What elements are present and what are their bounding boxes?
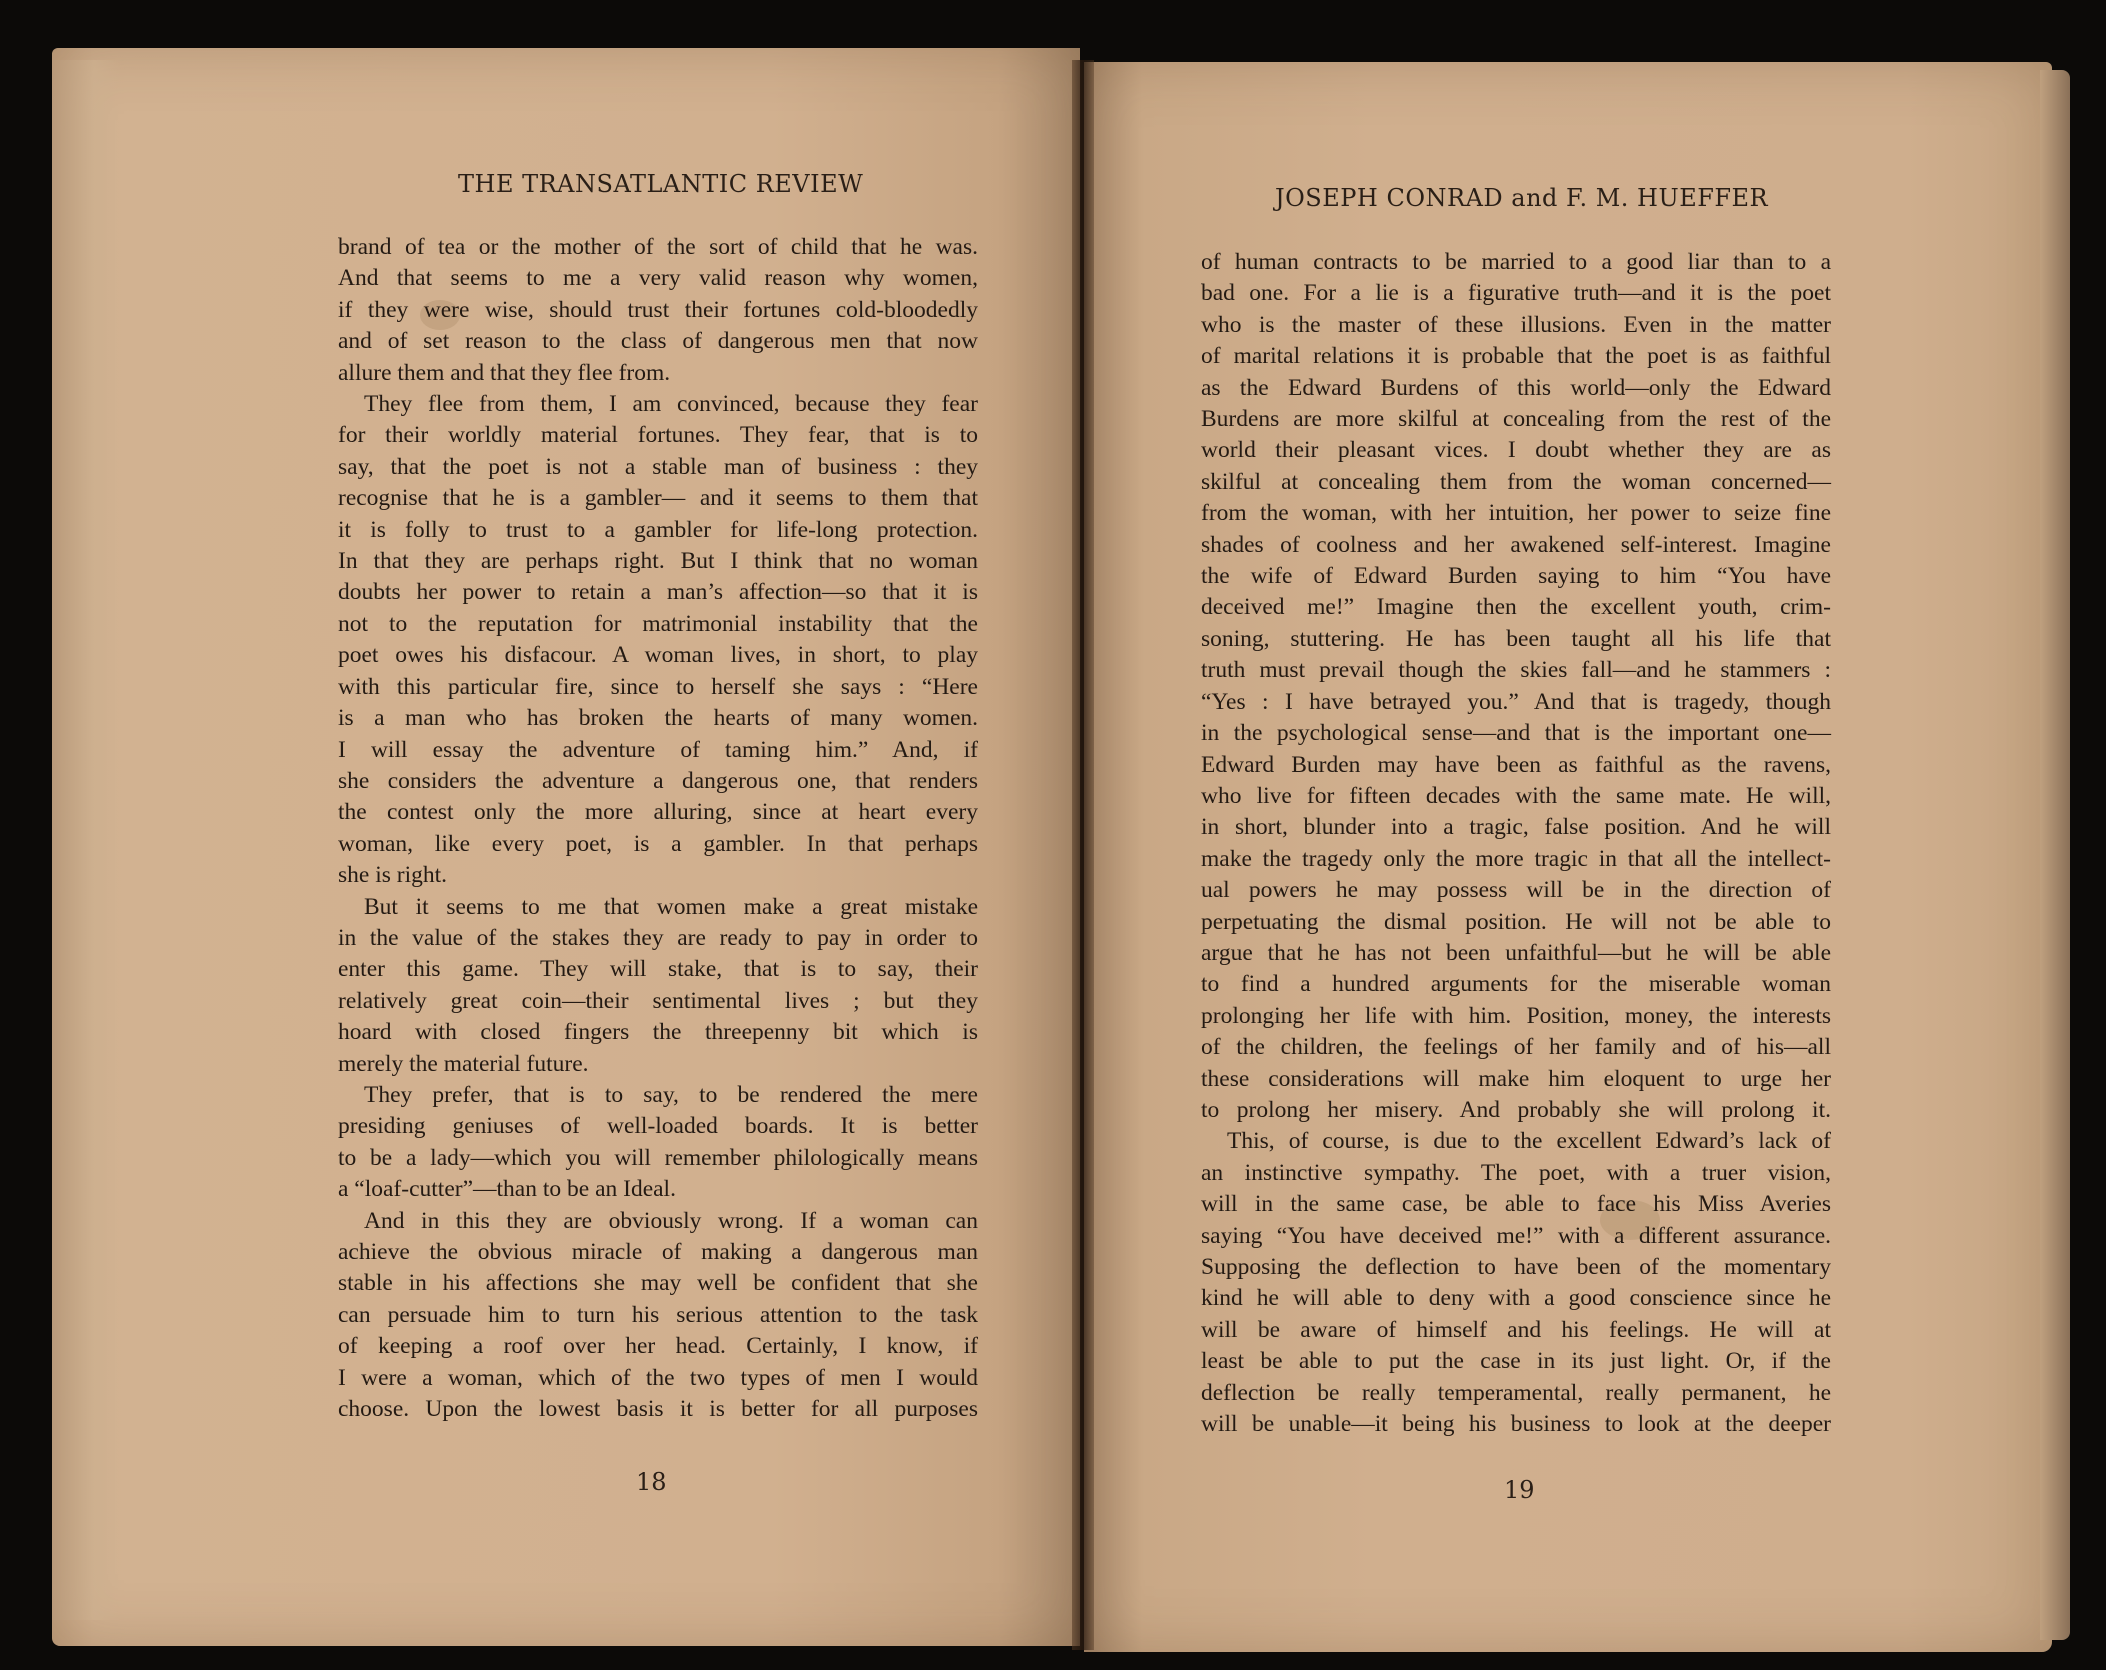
text-line: who live for fifteen decades with the same mate. He will, bbox=[1201, 782, 1831, 809]
text-line: doubts her power to retain a man’s affection—so that it is bbox=[338, 579, 978, 606]
text-line: to be a lady—which you will remember philologically means bbox=[338, 1144, 978, 1171]
text-line: deflection be really temperamental, really permanent, he bbox=[1201, 1379, 1831, 1406]
text-line: make the tragedy only the more tragic in that all the intellect- bbox=[1201, 845, 1831, 872]
text-line: deceived me!” Imagine then the excellent youth, crim- bbox=[1201, 594, 1831, 621]
text-line: will in the same case, be able to face his Miss Averies bbox=[1201, 1191, 1831, 1218]
text-line: skilful at concealing them from the woman concerned— bbox=[1201, 468, 1831, 495]
text-line: kind he will able to deny with a good conscience since he bbox=[1201, 1285, 1831, 1312]
right-page-number: 19 bbox=[1504, 1476, 1535, 1504]
right-running-head: JOSEPH CONRAD and F. M. HUEFFER bbox=[1275, 184, 1769, 212]
text-line: and of set reason to the class of dangerous men that now bbox=[338, 328, 978, 355]
text-line: hoard with closed fingers the threepenny bit which is bbox=[338, 1019, 978, 1046]
text-line: of keeping a roof over her head. Certainly, I know, if bbox=[338, 1333, 978, 1360]
text-line: But it seems to me that women make a great mistake bbox=[364, 893, 978, 920]
text-line: I will essay the adventure of taming him.” And, if bbox=[338, 736, 978, 763]
text-line: achieve the obvious miracle of making a dangerous man bbox=[338, 1239, 978, 1265]
text-line: argue that he has not been unfaithful—but he will be able bbox=[1201, 939, 1831, 966]
text-line: choose. Upon the lowest basis it is better for all purposes bbox=[338, 1396, 978, 1423]
left-page-edge bbox=[52, 60, 122, 1620]
text-line: relatively great coin—their sentimental lives ; but they bbox=[338, 987, 978, 1014]
text-line: who is the master of these illusions. Even in the matter bbox=[1201, 311, 1831, 338]
text-line: from the woman, with her intuition, her power to seize fine bbox=[1201, 500, 1831, 527]
text-line: They flee from them, I am convinced, because they fear bbox=[364, 391, 978, 418]
text-line: soning, stuttering. He has been taught all his life that bbox=[1201, 625, 1831, 652]
text-line: saying “You have deceived me!” with a different assurance. bbox=[1201, 1222, 1831, 1249]
text-line: bad one. For a lie is a figurative truth—and it is the poet bbox=[1201, 280, 1831, 307]
text-line: will be unable—it being his business to look at the deeper bbox=[1201, 1411, 1831, 1438]
text-line: as the Edward Burdens of this world—only the Edward bbox=[1201, 374, 1831, 401]
text-line: not to the reputation for matrimonial instability that the bbox=[338, 610, 978, 637]
text-line: perpetuating the dismal position. He will not be able to bbox=[1201, 908, 1831, 935]
text-line: ual powers he may possess will be in the direction of bbox=[1201, 877, 1831, 904]
text-line: I were a woman, which of the two types of men I would bbox=[338, 1364, 978, 1391]
text-line: of marital relations it is probable that the poet is as faithful bbox=[1201, 343, 1831, 370]
book-gutter bbox=[1072, 60, 1094, 1650]
text-line: of human contracts to be married to a good liar than to a bbox=[1201, 249, 1831, 275]
text-line: Burdens are more skilful at concealing from the rest of the bbox=[1201, 406, 1831, 433]
text-line: enter this game. They will stake, that is to say, their bbox=[338, 956, 978, 983]
text-line: of the children, the feelings of her family and of his—all bbox=[1201, 1034, 1831, 1061]
text-line: in the value of the stakes they are ready to pay in order to bbox=[338, 924, 978, 951]
text-line: can persuade him to turn his serious attention to the task bbox=[338, 1301, 978, 1328]
text-line: will be aware of himself and his feelings. He will at bbox=[1201, 1316, 1831, 1343]
left-running-head: THE TRANSATLANTIC REVIEW bbox=[458, 170, 864, 198]
text-line: for their worldly material fortunes. They fear, that is to bbox=[338, 422, 978, 449]
text-line: Supposing the deflection to have been of the momentary bbox=[1201, 1254, 1831, 1280]
text-line: And that seems to me a very valid reason why women, bbox=[338, 265, 978, 292]
text-line: world their pleasant vices. I doubt whether they are as bbox=[1201, 437, 1831, 464]
right-page-edge bbox=[2040, 70, 2070, 1640]
text-line: And in this they are obviously wrong. If a woman can bbox=[364, 1207, 978, 1234]
text-line: to prolong her misery. And probably she will prolong it. bbox=[1201, 1096, 1831, 1123]
text-line: with this particular fire, since to herself she says : “Here bbox=[338, 673, 978, 700]
text-line: the contest only the more alluring, since at heart every bbox=[338, 799, 978, 826]
text-line: the wife of Edward Burden saying to him “You have bbox=[1201, 563, 1831, 590]
text-line: these considerations will make him eloquent to urge her bbox=[1201, 1065, 1831, 1092]
text-line: allure them and that they flee from. bbox=[338, 359, 671, 386]
text-line: it is folly to trust to a gambler for life-long protection. bbox=[338, 516, 978, 543]
text-line: to find a hundred arguments for the miserable woman bbox=[1201, 971, 1831, 998]
text-line: stable in his affections she may well be confident that she bbox=[338, 1270, 978, 1297]
text-line: merely the material future. bbox=[338, 1050, 589, 1077]
text-line: presiding geniuses of well-loaded boards. It is better bbox=[338, 1113, 978, 1140]
text-line: This, of course, is due to the excellent Edward’s lack of bbox=[1227, 1128, 1831, 1155]
text-line: she considers the adventure a dangerous one, that renders bbox=[338, 767, 978, 794]
text-line: recognise that he is a gambler— and it seems to them that bbox=[338, 485, 978, 512]
text-line: woman, like every poet, is a gambler. In that perhaps bbox=[338, 830, 978, 857]
text-line: brand of tea or the mother of the sort of child that he was. bbox=[338, 234, 978, 260]
text-line: is a man who has broken the hearts of many women. bbox=[338, 705, 978, 732]
text-line: in short, blunder into a tragic, false position. And he will bbox=[1201, 814, 1831, 841]
left-text-column bbox=[338, 232, 978, 1425]
text-line: least be able to put the case in its just light. Or, if the bbox=[1201, 1348, 1831, 1375]
text-line: she is right. bbox=[338, 862, 448, 889]
text-line: In that they are perhaps right. But I think that no woman bbox=[338, 548, 978, 575]
text-line: say, that the poet is not a stable man of business : they bbox=[338, 453, 978, 480]
text-line: a “loaf-cutter”—than to be an Ideal. bbox=[338, 1176, 676, 1203]
text-line: prolonging her life with him. Position, money, the interests bbox=[1201, 1002, 1831, 1029]
text-line: poet owes his disfacour. A woman lives, in short, to play bbox=[338, 642, 978, 669]
right-text-column bbox=[1201, 247, 1831, 1440]
text-line: They prefer, that is to say, to be rendered the mere bbox=[364, 1081, 978, 1108]
text-line: in the psychological sense—and that is the important one— bbox=[1201, 720, 1831, 747]
text-line: shades of coolness and her awakened self-interest. Imagine bbox=[1201, 531, 1831, 558]
left-page-number: 18 bbox=[636, 1468, 667, 1496]
text-line: an instinctive sympathy. The poet, with a truer vision, bbox=[1201, 1159, 1831, 1186]
text-line: “Yes : I have betrayed you.” And that is tragedy, though bbox=[1201, 688, 1831, 715]
text-line: truth must prevail though the skies fall—and he stammers : bbox=[1201, 657, 1831, 684]
text-line: if they were wise, should trust their fortunes cold-bloodedly bbox=[338, 296, 978, 323]
text-line: Edward Burden may have been as faithful as the ravens, bbox=[1201, 751, 1831, 778]
